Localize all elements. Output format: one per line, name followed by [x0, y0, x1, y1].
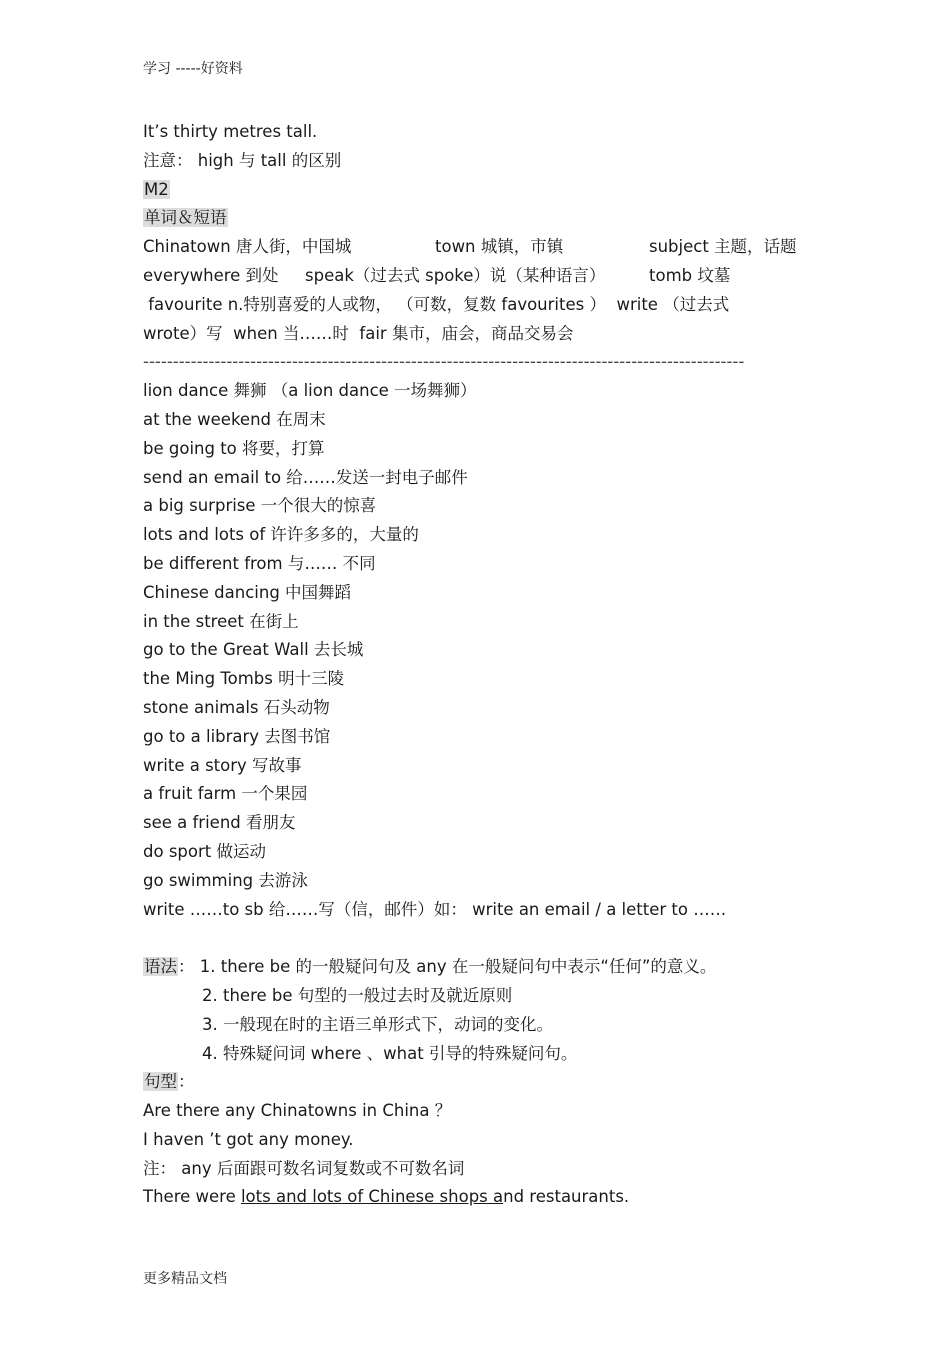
grammar-item: 4. 特殊疑问词 where 、what 引导的特殊疑问句。: [202, 1043, 578, 1063]
pattern-sentence: There were lots and lots of Chinese shops and restaurants.: [143, 1187, 630, 1207]
phrase-item: lion dance 舞狮 （a lion dance 一场舞狮）: [143, 381, 477, 401]
phrase-item: the Ming Tombs 明十三陵: [143, 669, 345, 689]
phrase-item: lots and lots of 许许多多的，大量的: [143, 525, 419, 545]
grammar-item: 3. 一般现在时的主语三单形式下，动词的变化。: [202, 1014, 553, 1034]
pattern-section: 句型： Are there any Chinatowns in China ？ I haven ’t got any money. 注： any 后面跟可数名词复数或不可数名词 There were lots and lots of Chinese shops and restaurants.: [143, 1068, 823, 1212]
phrase-item: do sport 做运动: [143, 841, 266, 861]
phrase-item: at the weekend 在周末: [143, 409, 326, 429]
pattern-sentence: Are there any Chinatowns in China ？: [143, 1101, 452, 1121]
phrase-item: Chinese dancing 中国舞蹈: [143, 582, 352, 602]
phrase-item: stone animals 石头动物: [143, 697, 330, 717]
pattern-sentence: I haven ’t got any money.: [143, 1129, 354, 1149]
grammar-label: 语法: [144, 957, 177, 977]
phrase-item: go swimming 去游泳: [143, 870, 308, 890]
vocab-row: [143, 262, 823, 291]
grammar-section: 语法： 1. there be 的一般疑问句及 any 在一般疑问句中表示“任何”的意义。 2. there be 句型的一般过去时及就近原则 3. 一般现在时的主语三单形式下，动词的变化。 4. 特殊疑问词 where 、what 引导的特殊疑问句。: [143, 953, 823, 1068]
document-body: [143, 118, 823, 1212]
vocab-cell: subject 主题，话题: [649, 237, 797, 257]
phrase-item: go to the Great Wall 去长城: [143, 640, 364, 660]
phrase-item: write a story 写故事: [143, 755, 302, 775]
page-footer: 更多精品文档: [143, 1271, 227, 1287]
underlined-phrase: lots and lots of Chinese shops a: [240, 1187, 504, 1207]
grammar-item: 1. there be 的一般疑问句及 any 在一般疑问句中表示“任何”的意义。: [199, 957, 717, 977]
vocab-cell: Chinatown 唐人街，中国城: [143, 237, 352, 257]
phrase-item: a fruit farm 一个果园: [143, 784, 308, 804]
vocab-row: [143, 233, 823, 262]
phrase-list: [143, 377, 823, 924]
intro-note: 注意： high 与 tall 的区别: [143, 150, 342, 170]
phrase-item: write ……to sb 给……写（信，邮件）如： write an email / a letter to ……: [143, 899, 727, 919]
phrase-item: a big surprise 一个很大的惊喜: [143, 496, 377, 516]
vocab-cell: everywhere 到处: [143, 265, 279, 285]
phrase-item: send an email to 给……发送一封电子邮件: [143, 467, 468, 487]
phrase-item: in the street 在街上: [143, 611, 299, 631]
phrase-item: be different from 与…… 不同: [143, 553, 376, 573]
pattern-note: 注： any 后面跟可数名词复数或不可数名词: [143, 1158, 465, 1178]
page-header: 学习 -----好资料: [143, 61, 243, 77]
vocab-heading: 单词＆短语: [144, 208, 227, 228]
divider-line: -----------------------------------------------------------------------------------------------------: [143, 352, 745, 372]
vocab-cell: speak（过去式 spoke）说（某种语言）: [305, 265, 606, 285]
phrase-item: see a friend 看朋友: [143, 813, 296, 833]
phrase-item: be going to 将要，打算: [143, 438, 325, 458]
module-heading: M2: [144, 179, 169, 199]
vocab-line: favourite n.特别喜爱的人或物， （可数，复数 favourites ） write （过去式: [143, 294, 730, 314]
phrase-item: go to a library 去图书馆: [143, 726, 331, 746]
vocab-cell: town 城镇，市镇: [435, 237, 564, 257]
intro-sentence: It’s thirty metres tall.: [143, 122, 318, 141]
grammar-item: 2. there be 句型的一般过去时及就近原则: [202, 985, 513, 1005]
vocab-line: wrote）写 when 当……时 fair 集市，庙会，商品交易会: [143, 323, 574, 343]
vocab-cell: tomb 坟墓: [649, 265, 731, 285]
pattern-label: 句型: [144, 1072, 177, 1092]
